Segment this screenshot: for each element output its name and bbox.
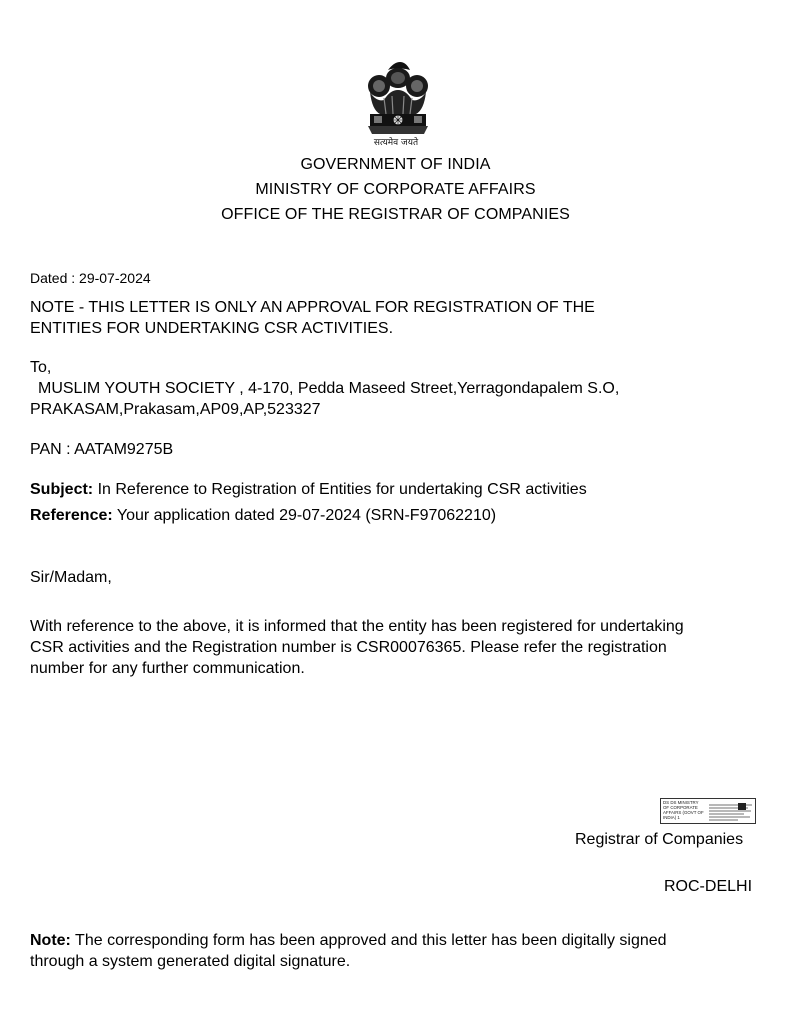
reference-text: Your application dated 29-07-2024 (SRN-F97062210): [112, 507, 497, 524]
footer-note-text: The corresponding form has been approved and this letter has been digitally signed: [70, 932, 667, 949]
subject-text: In Reference to Registration of Entities for undertaking CSR activities: [93, 481, 587, 498]
office-heading: OFFICE OF THE REGISTRAR OF COMPANIES: [221, 206, 570, 223]
registrar-office: ROC-DELHI: [664, 878, 753, 895]
addressee-line-2: PRAKASAM,Prakasam,AP09,AP,523327: [30, 401, 321, 418]
reference-line: [30, 506, 496, 526]
subject-line: [30, 480, 587, 500]
footer-note-line-1: [30, 931, 667, 951]
body-line-1: With reference to the above, it is informed that the entity has been registered for undertaking: [30, 618, 684, 635]
signature-scribble-icon: [708, 801, 754, 822]
ministry-heading: MINISTRY OF CORPORATE AFFAIRS: [255, 181, 536, 198]
approval-note-line-1: NOTE - THIS LETTER IS ONLY AN APPROVAL FOR REGISTRATION OF THE: [30, 299, 595, 316]
footer-note-line-2: through a system generated digital signature.: [30, 953, 351, 970]
registrar-designation: Registrar of Companies: [575, 831, 744, 848]
signature-stamp-text: DS DS MINISTRY OF CORPORATE AFFAIRS (GOVT OF INDIA) 1: [663, 800, 704, 820]
pan-number: PAN : AATAM9275B: [30, 441, 174, 458]
reference-label: Reference:: [30, 507, 113, 524]
letter-date: Dated : 29-07-2024: [30, 270, 151, 286]
emblem-motto: सत्यमेव जयते: [373, 138, 419, 148]
subject-label: Subject:: [30, 481, 94, 498]
footer-note-label: Note:: [30, 932, 71, 949]
approval-note-line-2: ENTITIES FOR UNDERTAKING CSR ACTIVITIES.: [30, 320, 394, 337]
salutation: Sir/Madam,: [30, 569, 112, 586]
to-label: To,: [30, 359, 52, 376]
addressee-line-1: MUSLIM YOUTH SOCIETY , 4-170, Pedda Maseed Street,Yerragondapalem S.O,: [38, 380, 620, 397]
digital-signature-stamp: [660, 798, 756, 824]
government-heading: GOVERNMENT OF INDIA: [300, 156, 491, 173]
body-line-2: CSR activities and the Registration number is CSR00076365. Please refer the registration: [30, 639, 667, 656]
body-line-3: number for any further communication.: [30, 660, 305, 677]
